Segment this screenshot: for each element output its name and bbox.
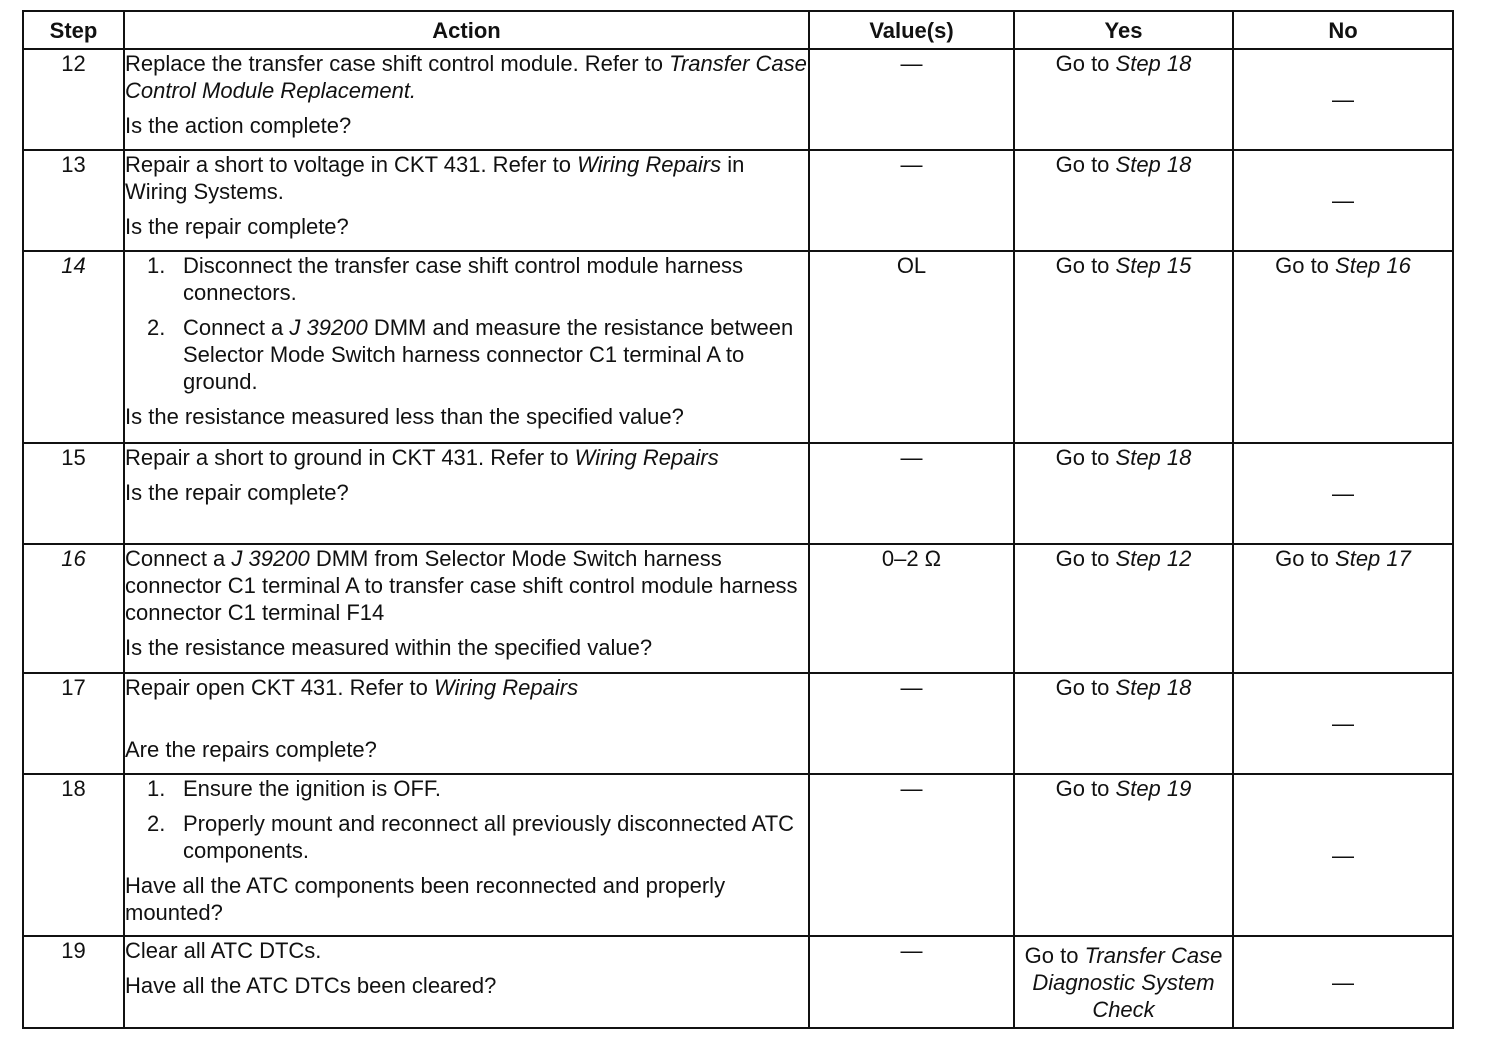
step-number: 15 (23, 443, 124, 544)
action-question: Have all the ATC components been reconnected and properly mounted? (125, 873, 726, 925)
action-text: Repair open CKT 431. Refer to Wiring Repairs (125, 675, 579, 700)
table-row (23, 49, 1453, 150)
yes-cell: Go to Transfer Case Diagnostic System Check (1014, 936, 1233, 1028)
action-cell (124, 544, 809, 673)
table-row (23, 150, 1453, 251)
action-text: Repair a short to ground in CKT 431. Refer to Wiring Repairs (125, 445, 719, 470)
yes-cell: Go to Step 19 (1014, 774, 1233, 936)
value-cell: — (809, 673, 1014, 774)
value-cell: — (809, 774, 1014, 936)
value-cell: — (809, 49, 1014, 150)
value-cell: — (809, 443, 1014, 544)
yes-cell: Go to Step 12 (1014, 544, 1233, 673)
list-item: 1. Disconnect the transfer case shift control module harness connectors. (147, 253, 744, 305)
action-cell (124, 936, 809, 1028)
no-cell: — (1233, 774, 1453, 936)
no-cell: — (1233, 150, 1453, 251)
list-item: 2. Connect a J 39200 DMM and measure the resistance between Selector Mode Switch harness connector C1 terminal A to ground. (147, 315, 794, 394)
table-row (23, 936, 1453, 1028)
no-cell: — (1233, 673, 1453, 774)
action-question: Have all the ATC DTCs been cleared? (125, 973, 497, 998)
action-text: Repair a short to voltage in CKT 431. Refer to Wiring Repairs in Wiring Systems. (125, 152, 745, 204)
header-step: Step (23, 11, 124, 49)
action-question: Are the repairs complete? (125, 737, 377, 762)
value-cell: OL (809, 251, 1014, 443)
yes-link[interactable]: Step 12 (1115, 546, 1192, 571)
list-item: 1. Ensure the ignition is OFF. (147, 776, 442, 801)
no-cell: — (1233, 443, 1453, 544)
value-cell: — (809, 150, 1014, 251)
no-link[interactable]: Step 16 (1335, 253, 1411, 278)
action-question: Is the resistance measured within the specified value? (125, 635, 653, 660)
header-action: Action (124, 11, 809, 49)
yes-cell: Go to Step 15 (1014, 251, 1233, 443)
step-number: 17 (23, 673, 124, 774)
step-number: 18 (23, 774, 124, 936)
table-row (23, 443, 1453, 544)
yes-cell: Go to Step 18 (1014, 673, 1233, 774)
yes-link[interactable]: Step 18 (1115, 51, 1192, 76)
yes-link[interactable]: Step 15 (1115, 253, 1192, 278)
no-cell: Go to Step 17 (1233, 544, 1453, 673)
yes-cell: Go to Step 18 (1014, 49, 1233, 150)
header-yes: Yes (1014, 11, 1233, 49)
diagnostic-table (22, 10, 1454, 1029)
action-text: Clear all ATC DTCs. (125, 938, 322, 963)
yes-link[interactable]: Step 18 (1115, 445, 1192, 470)
no-link[interactable]: Step 17 (1335, 546, 1411, 571)
step-number: 16 (23, 544, 124, 673)
action-question: Is the resistance measured less than the specified value? (125, 404, 684, 429)
table-row (23, 774, 1453, 936)
step-number: 14 (23, 251, 124, 443)
no-cell: Go to Step 16 (1233, 251, 1453, 443)
table-row (23, 251, 1453, 443)
table-row (23, 544, 1453, 673)
step-number: 19 (23, 936, 124, 1028)
action-question: Is the repair complete? (125, 480, 349, 505)
yes-link[interactable]: Transfer Case Diagnostic System Check (1032, 942, 1223, 1022)
table-row (23, 673, 1453, 774)
step-number: 12 (23, 49, 124, 150)
header-no: No (1233, 11, 1453, 49)
action-cell (124, 150, 809, 251)
value-cell: — (809, 936, 1014, 1028)
action-question: Is the action complete? (125, 113, 352, 138)
action-cell (124, 251, 809, 443)
yes-link[interactable]: Step 19 (1115, 776, 1192, 801)
action-cell (124, 443, 809, 544)
action-text: Replace the transfer case shift control module. Refer to Transfer Case Control Module Replacement. (125, 51, 807, 103)
action-cell (124, 774, 809, 936)
yes-cell: Go to Step 18 (1014, 443, 1233, 544)
yes-link[interactable]: Step 18 (1115, 152, 1192, 177)
yes-cell: Go to Step 18 (1014, 150, 1233, 251)
value-cell: 0–2 Ω (809, 544, 1014, 673)
action-text: Connect a J 39200 DMM from Selector Mode Switch harness connector C1 terminal A to transfer case shift control module harness connector C1 terminal F14 (125, 546, 798, 625)
header-values: Value(s) (809, 11, 1014, 49)
no-cell: — (1233, 49, 1453, 150)
action-cell (124, 49, 809, 150)
header-row (23, 11, 1453, 49)
yes-link[interactable]: Step 18 (1115, 675, 1192, 700)
step-number: 13 (23, 150, 124, 251)
no-cell: — (1233, 936, 1453, 1028)
action-question: Is the repair complete? (125, 214, 349, 239)
action-cell (124, 673, 809, 774)
list-item: 2. Properly mount and reconnect all previously disconnected ATC components. (147, 811, 795, 863)
